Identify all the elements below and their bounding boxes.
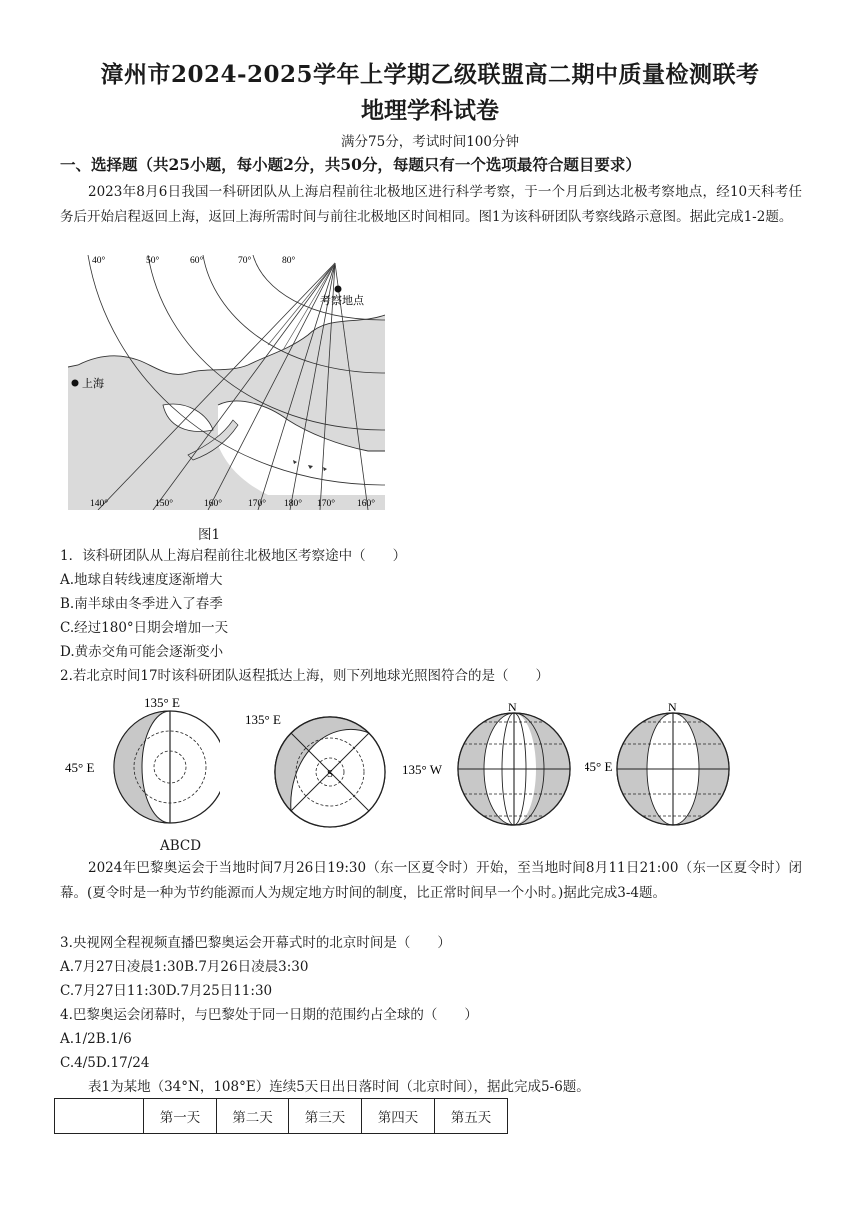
bottom-tick-2: 150°: [155, 499, 174, 509]
top-tick-1: 40°: [92, 256, 106, 266]
q1-option-d: D.黄赤交角可能会逐渐变小: [60, 644, 224, 660]
exam-info: 满分75分，考试时间100分钟: [341, 134, 519, 150]
q1-option-a: A.地球自转线速度逐渐增大: [60, 572, 223, 588]
globe-c-label: 135° W: [402, 762, 442, 777]
globe-d-label: 45° E: [585, 759, 613, 774]
figure-1-caption: 图1: [198, 527, 221, 543]
passage-2: 2024年巴黎奥运会于当地时间7月26日19:30（东一区夏令时）开始，至当地时间8月11日21:00（东一区夏令时）闭幕。(夏令时是一种为节约能源而人为规定地方时间的制度，比正常时间早一个小时。)据此完成3-4题。: [60, 860, 802, 901]
site-point: [335, 286, 342, 293]
q1-option-c: C.经过180°日期会增加一天: [60, 620, 229, 636]
top-tick-2: 50°: [146, 256, 160, 266]
exam-title: 漳州市2024-2025学年上学期乙级联盟高二期中质量检测联考: [100, 61, 760, 88]
bottom-tick-6: 170°: [317, 499, 336, 509]
table-header-day1: 第一天: [144, 1099, 217, 1134]
top-tick-3: 60°: [190, 256, 204, 266]
section-heading: 一、选择题（共25小题，每小题2分，共50分，每题只有一个选项最符合题目要求）: [60, 155, 641, 174]
table-header-empty: [55, 1099, 144, 1134]
q4-stem: 4.巴黎奥运会闭幕时，与巴黎处于同一日期的范围约占全球的（ ）: [60, 1007, 478, 1023]
q2-options: ABCD: [160, 838, 202, 854]
top-tick-4: 70°: [238, 256, 252, 266]
bottom-tick-5: 180°: [284, 499, 303, 509]
globe-b: [240, 708, 390, 828]
globe-d: [585, 700, 760, 830]
table-header-row: [55, 1099, 508, 1134]
table-header-day3: 第三天: [289, 1099, 362, 1134]
globe-c-pole: N: [508, 700, 517, 714]
globe-a: [60, 694, 220, 829]
subject-title: 地理学科试卷: [361, 97, 499, 124]
table-header-day4: 第四天: [362, 1099, 435, 1134]
globe-c: [400, 700, 575, 830]
shanghai-point: [72, 380, 79, 387]
q4-options-line-2: C.4/5D.17/24: [60, 1055, 150, 1071]
q2-stem: 2.若北京时间17时该科研团队返程抵达上海，则下列地球光照图符合的是（ ）: [60, 668, 550, 684]
globe-b-label: 135° E: [245, 712, 281, 727]
q3-options-line-2: C.7月27日11:30D.7月25日11:30: [60, 983, 273, 999]
passage-1: 2023年8月6日我国一科研团队从上海启程前往北极地区进行科学考察，于一个月后到达北极考察地点，经10天科考任务后开始启程返回上海，返回上海所需时间与前往北极地区时间相同。图1为该科研团队考察线路示意图。据此完成1-2题。: [60, 184, 802, 225]
globe-a-label-top: 135° E: [144, 695, 180, 710]
q1-option-b: B.南半球由冬季进入了春季: [60, 596, 223, 612]
q4-options-line-1: A.1/2B.1/6: [60, 1031, 132, 1047]
table-header-day2: 第二天: [217, 1099, 289, 1134]
bottom-tick-4: 170°: [248, 499, 267, 509]
table-1: [54, 1098, 508, 1134]
bottom-tick-3: 160°: [204, 499, 223, 509]
globe-a-label-left: 45° E: [65, 760, 95, 775]
figure-1-map: [68, 255, 385, 510]
q1-stem: 1．该科研团队从上海启程前往北极地区考察途中（ ）: [60, 548, 407, 564]
top-tick-5: 80°: [282, 256, 296, 266]
globe-d-pole: N: [668, 700, 677, 714]
globe-b-pole: S: [327, 768, 334, 780]
table-header-day5: 第五天: [435, 1099, 508, 1134]
bottom-tick-7: 160°: [357, 499, 376, 509]
shanghai-label: 上海: [82, 378, 104, 390]
q3-options-line-1: A.7月27日凌晨1:30B.7月26日凌晨3:30: [60, 959, 309, 975]
bottom-tick-1: 140°: [90, 499, 109, 509]
passage-3: 表1为某地（34°N，108°E）连续5天日出日落时间（北京时间），据此完成5-6题。: [88, 1079, 590, 1095]
site-label: 考察地点: [320, 295, 364, 307]
q3-stem: 3.央视网全程视频直播巴黎奥运会开幕式时的北京时间是（ ）: [60, 935, 451, 951]
